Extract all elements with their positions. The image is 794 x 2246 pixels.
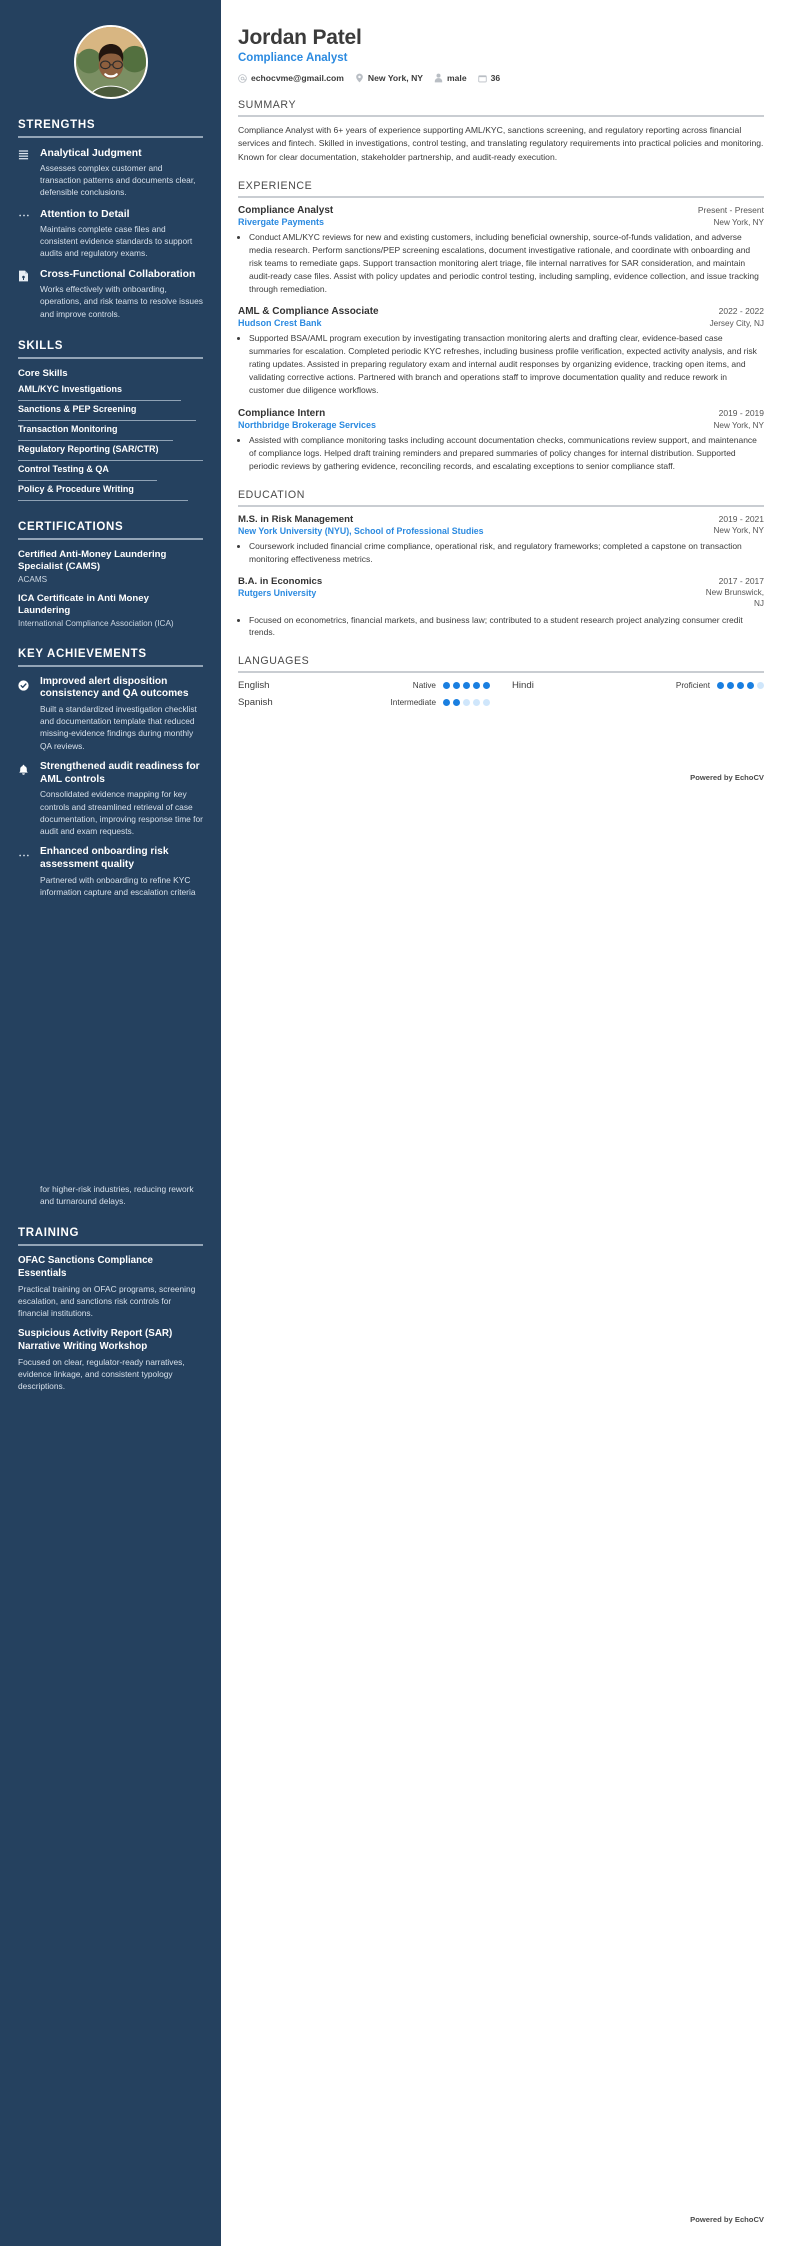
sidebar-continued [0, 1123, 221, 2246]
certification-item [18, 593, 203, 628]
skill-level-bar [18, 420, 196, 421]
sidebar-section-achievements [18, 648, 203, 898]
job-title: Compliance Intern [238, 408, 326, 419]
languages-grid [238, 680, 764, 708]
certification-title: ICA Certificate in Anti Money Laundering [18, 592, 149, 617]
ellipsis-icon [18, 846, 32, 898]
certification-issuer: ACAMS [18, 574, 48, 584]
language-name: Spanish [238, 697, 273, 709]
skills-group-label: Core Skills [18, 367, 68, 379]
sidebar-section-strengths [18, 119, 203, 320]
language-level: Intermediate [390, 698, 436, 708]
contact-location-text: New York, NY [367, 73, 424, 83]
section-education [238, 489, 764, 640]
header-role: Compliance Analyst [238, 52, 348, 64]
contact-gender-text: male [447, 73, 467, 83]
achievement-overflow [18, 1183, 203, 1207]
location-pin-icon [355, 73, 364, 83]
education-school[interactable]: New York University (NYU), School of Professional Studies [238, 525, 484, 536]
skill-level-bar [18, 460, 203, 461]
achievement-item [18, 761, 203, 837]
training-divider [18, 1244, 203, 1246]
job-date: 2022 - 2022 [718, 306, 764, 317]
achievements-divider [18, 665, 203, 667]
achievement-desc: Partnered with onboarding to refine KYC information capture and escalation criteria [40, 874, 196, 897]
achievement-title: Strengthened audit readiness for AML controls [40, 760, 200, 785]
job-bullets [238, 231, 764, 296]
spacer-icon [18, 1183, 32, 1207]
certification-issuer: International Compliance Association (ICA) [18, 618, 174, 628]
training-item-title: OFAC Sanctions Compliance Essentials [18, 1255, 154, 1280]
section-experience [238, 180, 764, 473]
language-name: English [238, 680, 270, 692]
skill-name: Transaction Monitoring [18, 423, 118, 434]
education-bullet: • Focused on econometrics, financial markets, and business law; contributed to a student research project analyzing consumer credit trends. [249, 614, 764, 640]
language-item [512, 680, 764, 691]
bell-icon [18, 761, 32, 837]
skill-name: Policy & Procedure Writing [18, 483, 134, 494]
experience-title: EXPERIENCE [238, 179, 313, 192]
achievements-title: KEY ACHIEVEMENTS [18, 647, 147, 660]
training-item-title: Suspicious Activity Report (SAR) Narrative Writing Workshop [18, 1328, 173, 1353]
experience-divider [238, 196, 764, 198]
strength-item [18, 147, 203, 199]
strength-desc: Assesses complex customer and transaction patterns and documents clear, defensible conclusions. [40, 163, 196, 198]
skill-name: Regulatory Reporting (SAR/CTR) [18, 443, 159, 454]
education-location: New Brunswick, NJ [705, 588, 764, 608]
certifications-divider [18, 538, 203, 540]
strength-title: Cross-Functional Collaboration [40, 269, 196, 281]
language-name: Hindi [512, 680, 534, 692]
skill-item [18, 444, 203, 461]
achievement-desc: Built a standardized investigation checklist and documentation template that reduced missing-evidence findings during monthly QA reviews. [40, 704, 197, 751]
language-rating-dots [443, 682, 490, 689]
strengths-divider [18, 136, 203, 138]
languages-divider [238, 671, 764, 673]
list-lines-icon [18, 147, 32, 199]
sidebar-section-certifications [18, 521, 203, 628]
section-summary [238, 99, 764, 164]
skills-title: SKILLS [18, 339, 64, 352]
experience-item [238, 408, 764, 473]
job-bullet: • Conduct AML/KYC reviews for new and existing customers, including beneficial ownership, source-of-funds validation, and adverse media research. Perform sanctions/PEP screening escalations, document investigative rationale, and coordinate with onboarding and risk teams to remediate gaps. Support transaction monitoring alert triage, file internal narratives for SAR consideration, and maintain audit-ready case files. Assist with policy updates and periodic control testing, including sampling, evidence collection, and issue tracking through remediation. [249, 231, 764, 296]
job-title: AML & Compliance Associate [238, 306, 379, 318]
certifications-title: CERTIFICATIONS [18, 520, 124, 533]
skill-level-bar [18, 480, 157, 481]
skills-divider [18, 357, 203, 359]
skill-name: Control Testing & QA [18, 463, 109, 474]
summary-text: Compliance Analyst with 6+ years of experience supporting AML/KYC, sanctions screening, and regulatory reporting across financial services and fintech. Skilled in investigations, control testing, and translating regulatory requirements into practical policies and monitoring. Known for clear documentation, stakeholder partnership, and audit-ready execution. [238, 125, 764, 162]
education-degree: M.S. in Risk Management [238, 513, 354, 525]
strength-title: Analytical Judgment [40, 148, 142, 159]
job-location: Jersey City, NJ [709, 319, 764, 329]
contact-email-text: echocvme@gmail.com [251, 73, 344, 83]
contact-gender [434, 73, 467, 83]
contact-age-text: 36 [490, 73, 501, 83]
language-level: Native [412, 681, 436, 691]
avatar-photo-icon [76, 27, 146, 97]
education-item [238, 514, 764, 566]
contact-age [478, 73, 501, 83]
avatar [74, 25, 148, 99]
main-content [221, 0, 794, 708]
check-circle-icon [18, 676, 32, 752]
skill-item [18, 384, 203, 401]
job-title: Compliance Analyst [238, 204, 334, 216]
strength-desc: Works effectively with onboarding, operations, and risk teams to resolve issues and improve controls. [40, 284, 203, 319]
summary-divider [238, 115, 764, 117]
contact-location[interactable] [355, 73, 423, 83]
sidebar-section-skills [18, 340, 203, 501]
summary-title: SUMMARY [238, 99, 297, 111]
training-item-desc: Focused on clear, regulator-ready narratives, evidence linkage, and consistent typology descriptions. [18, 1356, 185, 1392]
sidebar-section-training [18, 1227, 203, 1392]
email-icon [238, 74, 247, 83]
language-rating-dots [443, 699, 490, 706]
skill-name: Sanctions & PEP Screening [18, 403, 137, 414]
sidebar [0, 0, 221, 1123]
language-level: Proficient [675, 681, 710, 691]
job-date: Present - Present [697, 204, 764, 215]
skill-item [18, 464, 203, 481]
page-title: Jordan Patel [238, 26, 362, 49]
experience-item [238, 205, 764, 296]
job-location: New York, NY [713, 421, 764, 430]
skill-level-bar [18, 400, 181, 401]
training-item-desc: Practical training on OFAC programs, screening escalation, and sanctions risk controls for financial institutions. [18, 1283, 196, 1319]
ellipsis-icon [18, 208, 32, 260]
calendar-icon [478, 74, 487, 83]
education-location: New York, NY [713, 525, 764, 535]
strength-item [18, 208, 203, 260]
achievement-title: Enhanced onboarding risk assessment quality [40, 846, 169, 870]
page-2-sheet [0, 1123, 794, 2246]
achievement-overflow-text: for higher-risk industries, reducing rework and turnaround delays. [40, 1184, 194, 1207]
language-rating-dots [717, 682, 764, 689]
document-icon [18, 268, 32, 320]
languages-title: LANGUAGES [238, 655, 310, 668]
certification-title: Certified Anti-Money Laundering Specialist (CAMS) [18, 548, 167, 573]
achievement-item [18, 846, 203, 898]
language-item [238, 680, 490, 691]
education-degree: B.A. in Economics [238, 576, 323, 588]
education-bullets [238, 614, 764, 640]
job-bullet: • Assisted with compliance monitoring tasks including account documentation checks, communications review support, and maintenance of compliance logs. Helped draft training reminders and prepared summaries of policy changes for internal distribution. Supported periodic reviews by gathering evidence, reconciling records, and escalating exceptions to senior compliance staff. [249, 434, 764, 473]
achievement-item [18, 676, 203, 752]
education-school[interactable]: Rutgers University [238, 588, 317, 599]
person-icon [434, 73, 443, 83]
powered-by-label: Powered by EchoCV [690, 773, 764, 782]
education-bullets [238, 540, 764, 566]
training-item [18, 1255, 203, 1319]
education-date: 2019 - 2021 [718, 513, 764, 524]
job-date: 2019 - 2019 [718, 408, 764, 418]
skill-item [18, 404, 203, 421]
language-item [238, 697, 490, 708]
job-bullet: • Supported BSA/AML program execution by investigating transaction monitoring alerts and drafting clear, evidence-based case summaries for escalation. Completed periodic KYC refreshes, including business profile verification, expected activity analysis, and risk rating updates. Assisted in preparing regulatory exam and internal audit responses by organizing evidence, tracking open items, and validating corrective actions. Partnered with branch and operations staff to improve documentation quality and reduce rework in customer due diligence workflows. [249, 332, 764, 397]
skill-level-bar [18, 440, 173, 441]
job-company[interactable]: Rivergate Payments [238, 216, 325, 227]
avatar-wrapper [18, 0, 203, 99]
achievement-title: Improved alert disposition consistency and QA outcomes [40, 675, 189, 700]
section-languages [238, 655, 764, 708]
education-title: EDUCATION [238, 488, 306, 501]
strengths-title: STRENGTHS [18, 119, 96, 131]
job-bullets [238, 332, 764, 397]
skill-level-bar [18, 500, 188, 501]
contact-row [238, 73, 764, 83]
skill-name: AML/KYC Investigations [18, 383, 123, 394]
education-bullet: • Coursework included financial crime compliance, operational risk, and regulatory frameworks; completed a capstone on transaction monitoring effectiveness metrics. [249, 540, 764, 566]
training-title: TRAINING [18, 1227, 80, 1240]
header [238, 26, 764, 83]
job-location: New York, NY [713, 217, 764, 227]
contact-email[interactable] [238, 73, 344, 83]
achievement-desc: Consolidated evidence mapping for key controls and streamlined retrieval of case documentation, improving response time for audit and exam requests. [40, 789, 203, 836]
skill-item [18, 484, 203, 501]
job-company[interactable]: Hudson Crest Bank [238, 318, 322, 329]
education-divider [238, 505, 764, 507]
resume-page-2 [0, 1123, 794, 2246]
strength-desc: Maintains complete case files and consistent evidence standards to support audits and regulatory exams. [40, 223, 193, 258]
job-bullets [238, 434, 764, 473]
skill-item [18, 424, 203, 441]
job-company[interactable]: Northbridge Brokerage Services [238, 420, 377, 430]
education-date: 2017 - 2017 [718, 576, 764, 587]
education-item [238, 576, 764, 639]
experience-item [238, 306, 764, 397]
strength-title: Attention to Detail [40, 208, 130, 220]
certification-item [18, 549, 203, 584]
strength-item [18, 268, 203, 320]
powered-by-label: Powered by EchoCV [690, 2215, 764, 2224]
training-item [18, 1328, 203, 1392]
